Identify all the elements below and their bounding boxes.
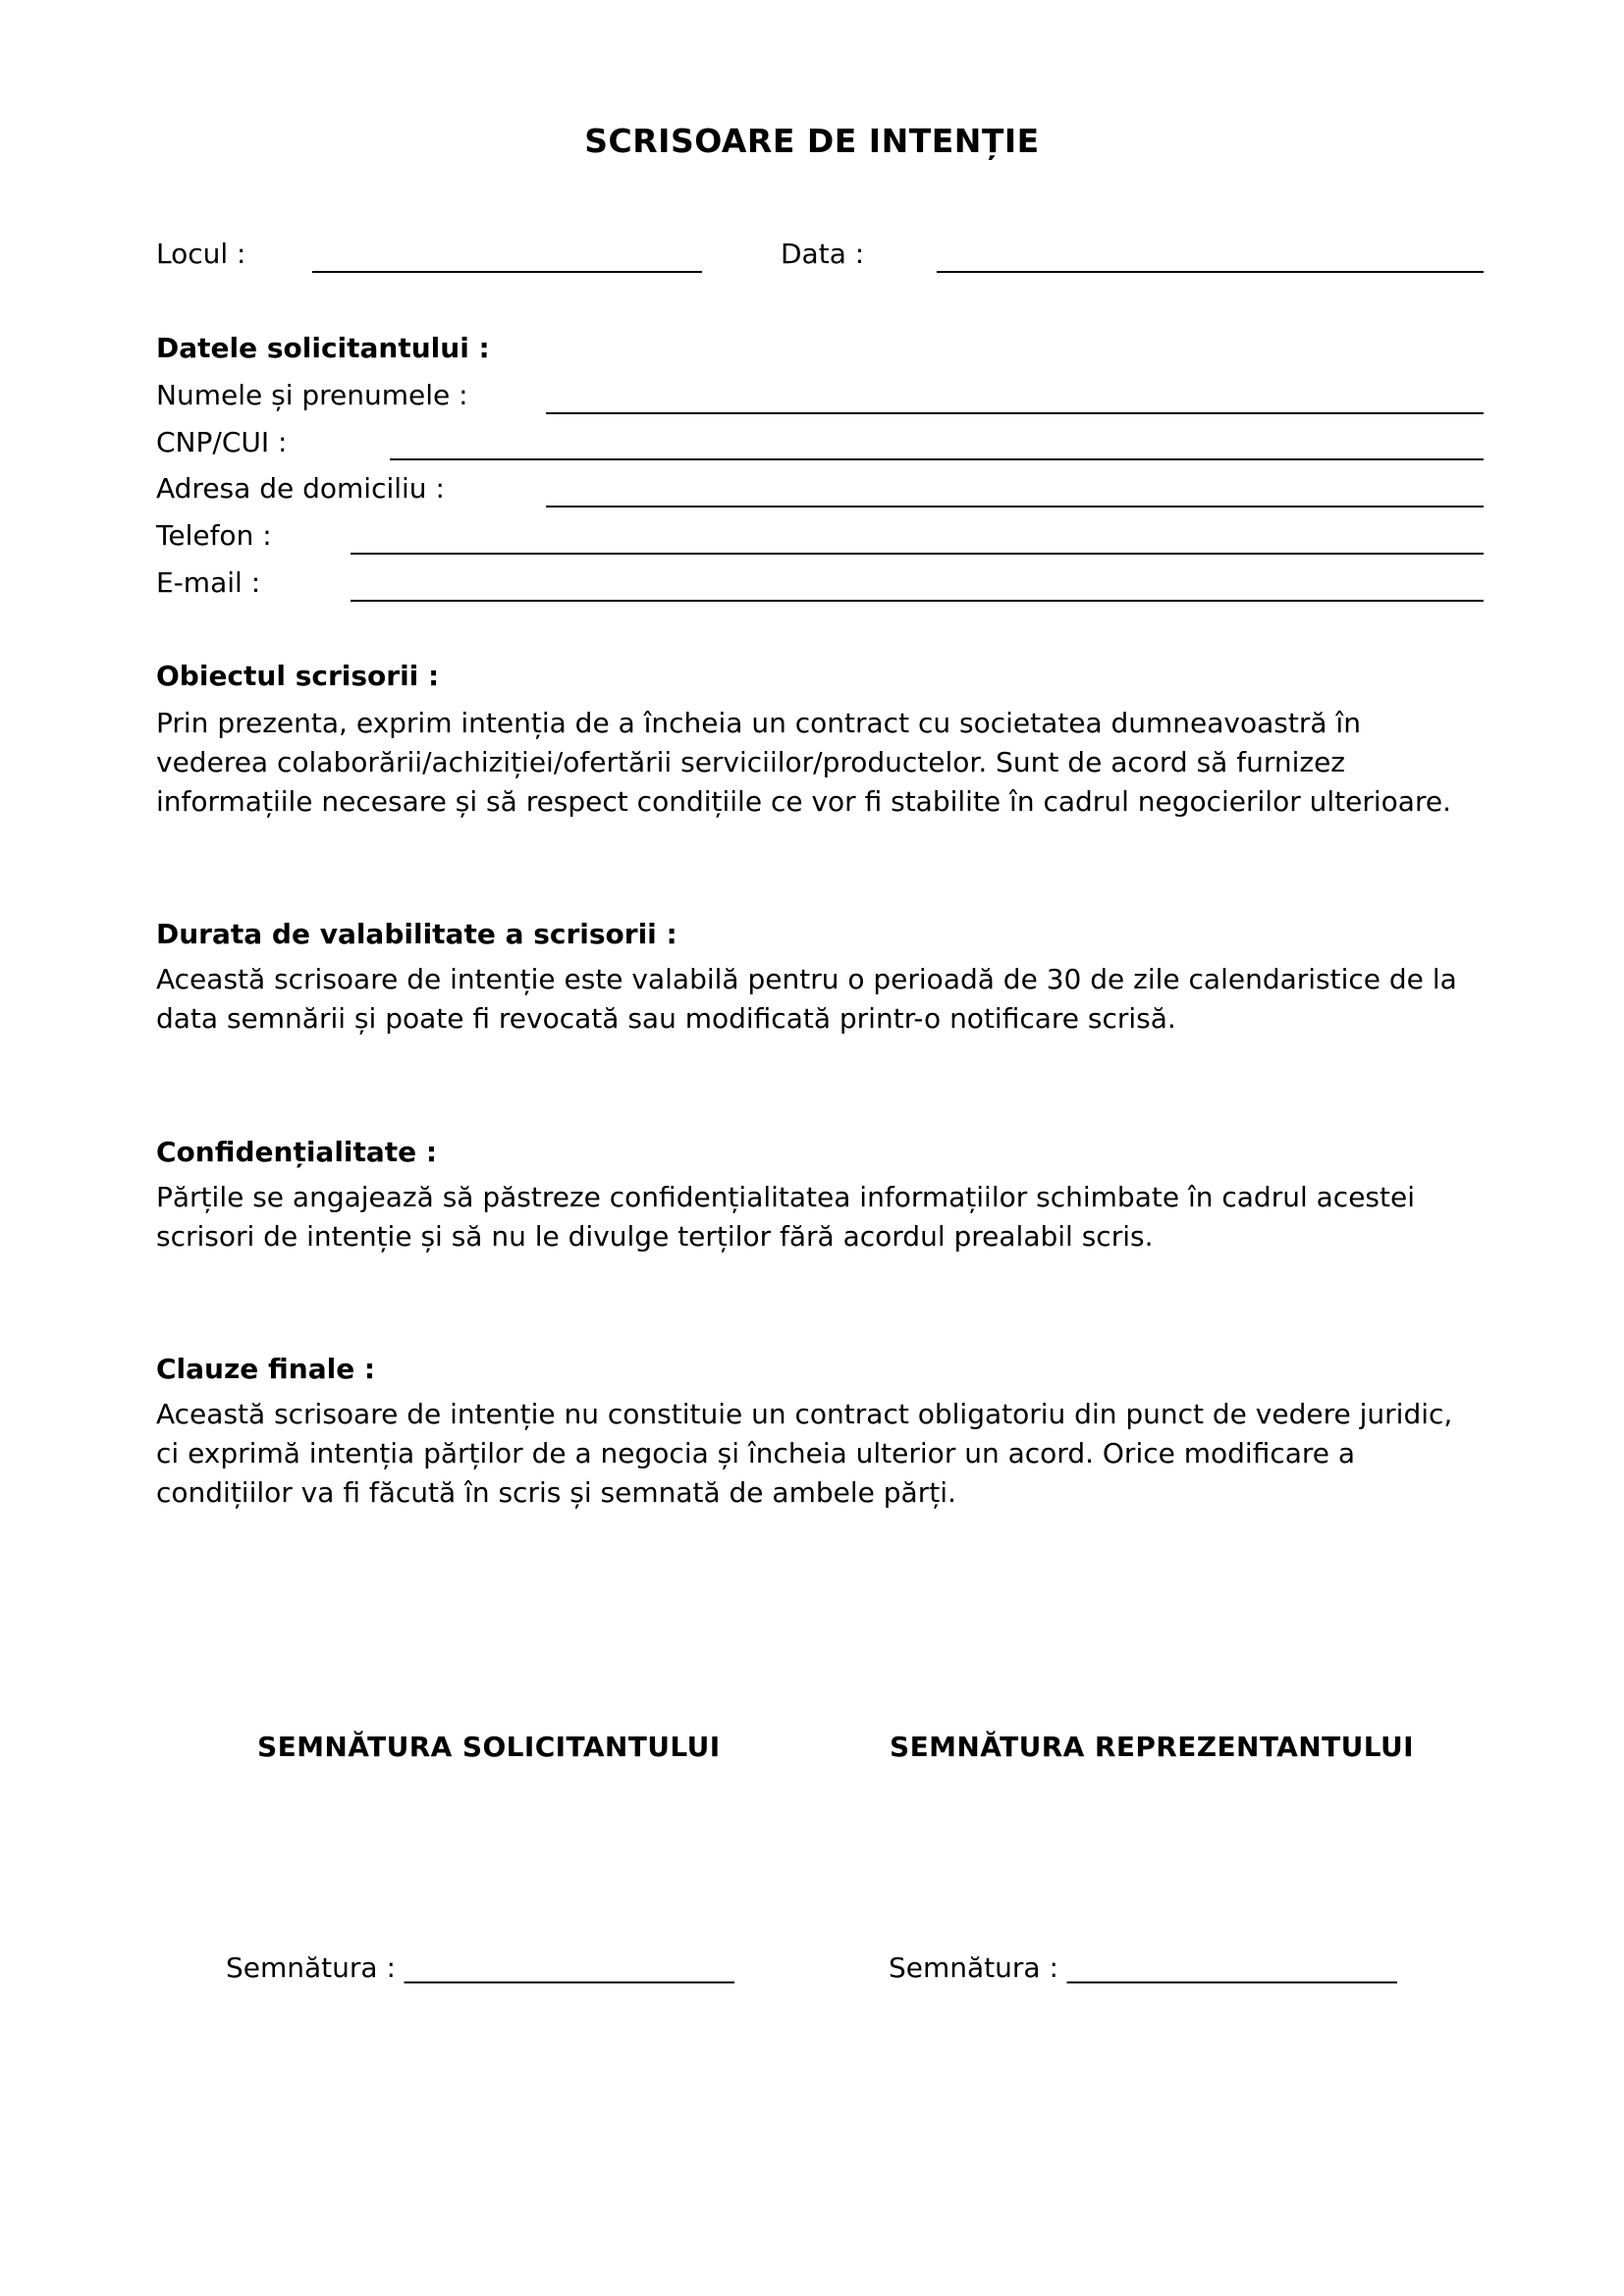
date-label: Data :: [781, 238, 865, 270]
applicant-signature-heading: SEMNĂTURA SOLICITANTULUI: [257, 1731, 721, 1763]
applicant-signature-field[interactable]: Semnătura : ________________________: [226, 1951, 734, 1984]
cnp-label: CNP/CUI :: [156, 426, 288, 458]
phone-field[interactable]: [351, 553, 1484, 555]
object-paragraph: [156, 704, 1531, 822]
place-field[interactable]: [312, 271, 702, 273]
confidentiality-heading: Confidențialitate :: [156, 1136, 438, 1168]
validity-heading: Durata de valabilitate a scrisorii :: [156, 918, 677, 950]
confidentiality-line: Părțile se angajează să păstreze confidențialitatea informațiilor schimbate în cadrul acestei: [156, 1181, 1415, 1213]
address-label: Adresa de domiciliu :: [156, 472, 445, 505]
final-clauses-heading: Clauze finale :: [156, 1353, 376, 1385]
document-title: SCRISOARE DE INTENȚIE: [584, 122, 1040, 160]
final-clauses-paragraph: [156, 1395, 1531, 1513]
name-label: Numele și prenumele :: [156, 379, 468, 411]
confidentiality-paragraph: [156, 1178, 1531, 1256]
place-label: Locul :: [156, 238, 246, 270]
email-field[interactable]: [351, 600, 1484, 602]
object-line: vederea colaborării/achiziției/ofertării serviciilor/productelor. Sunt de acord să furnizez: [156, 746, 1345, 778]
validity-paragraph: [156, 960, 1531, 1039]
validity-line: data semnării și poate fi revocată sau modificată printr-o notificare scrisă.: [156, 1002, 1176, 1035]
validity-line: Această scrisoare de intenție este valabilă pentru o perioadă de 30 de zile calendaristice de la: [156, 963, 1457, 995]
representative-signature-heading: SEMNĂTURA REPREZENTANTULUI: [890, 1731, 1414, 1763]
final-clauses-line: Această scrisoare de intenție nu constituie un contract obligatoriu din punct de vedere juridic,: [156, 1398, 1453, 1430]
cnp-field[interactable]: [390, 458, 1484, 460]
confidentiality-line: scrisori de intenție și să nu le divulge terților fără acordul prealabil scris.: [156, 1220, 1154, 1253]
object-line: informațiile necesare și să respect condițiile ce vor fi stabilite în cadrul negocierilor ulterioare.: [156, 785, 1451, 818]
final-clauses-line: ci exprimă intenția părților de a negocia și încheia ulterior un acord. Orice modificare a: [156, 1437, 1356, 1469]
date-field[interactable]: [937, 271, 1484, 273]
address-field[interactable]: [546, 506, 1484, 507]
final-clauses-line: condițiilor va fi făcută în scris și semnată de ambele părți.: [156, 1476, 956, 1509]
object-line: Prin prezenta, exprim intenția de a încheia un contract cu societatea dumneavoastră în: [156, 707, 1361, 739]
phone-label: Telefon :: [156, 519, 272, 552]
name-field[interactable]: [546, 412, 1484, 414]
applicant-heading: Datele solicitantului :: [156, 332, 490, 364]
email-label: E-mail :: [156, 566, 261, 599]
object-heading: Obiectul scrisorii :: [156, 660, 440, 692]
representative-signature-field[interactable]: Semnătura : ________________________: [889, 1951, 1397, 1984]
